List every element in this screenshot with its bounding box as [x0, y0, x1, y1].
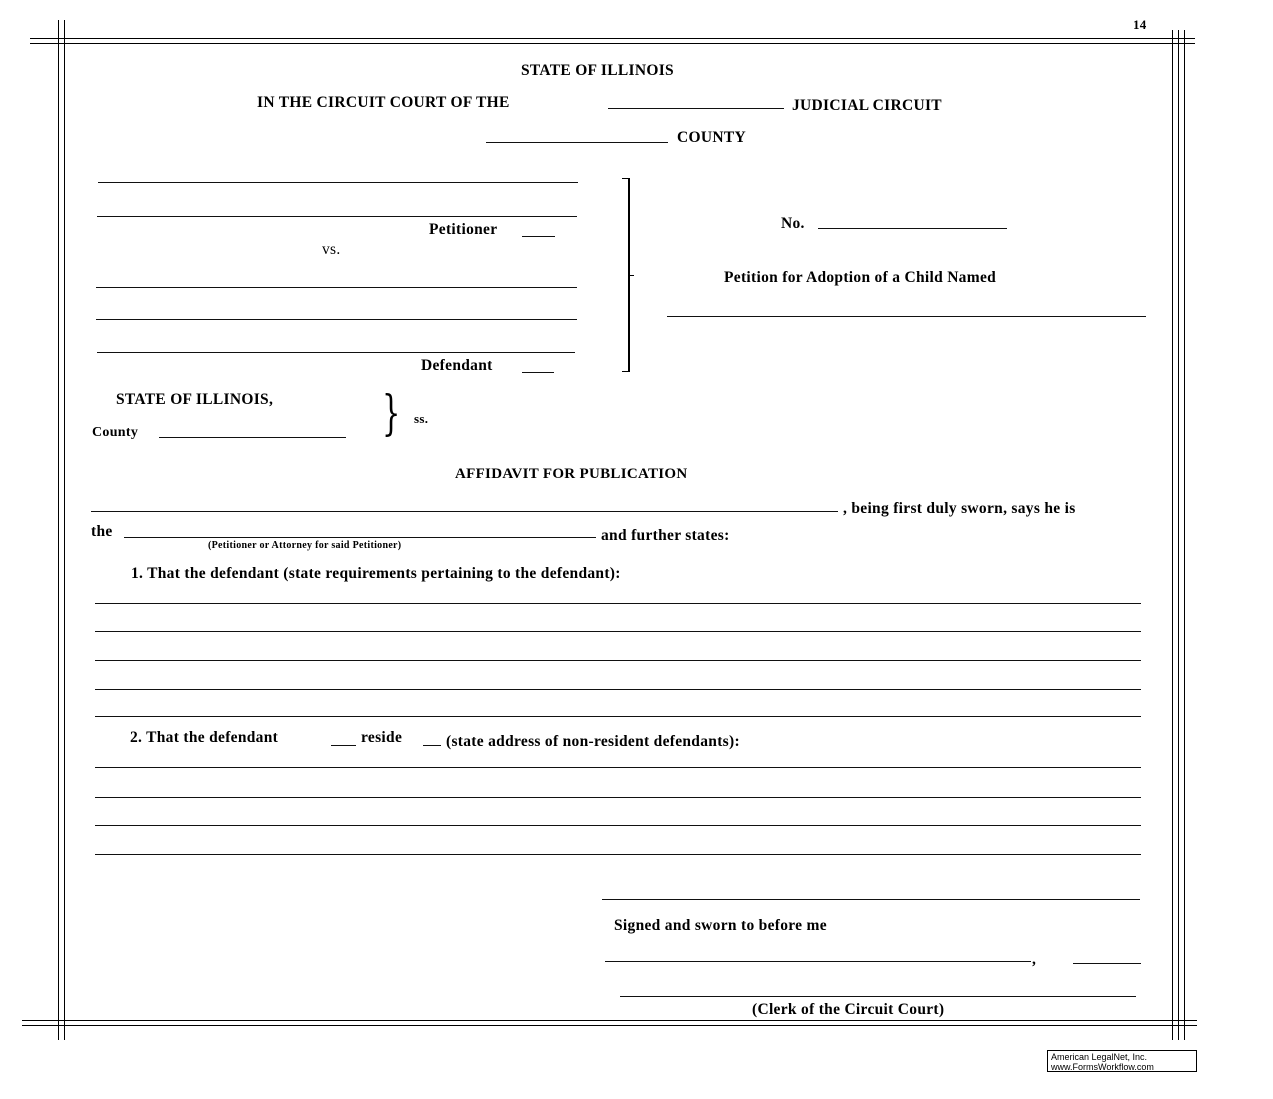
- item-2-line-1[interactable]: [95, 767, 1141, 768]
- logo-line-2: www.FormsWorkflow.com: [1051, 1062, 1154, 1072]
- date-comma: ,: [1032, 951, 1037, 968]
- caption-bracket-mid: [629, 275, 634, 276]
- publisher-logo: [1047, 1050, 1197, 1072]
- venue-county-field[interactable]: [159, 437, 346, 438]
- item-2-a: 2. That the defendant: [130, 729, 279, 746]
- logo-line-1: American LegalNet, Inc.: [1051, 1052, 1148, 1062]
- venue-brace: }: [382, 385, 401, 441]
- item-1-line-5[interactable]: [95, 716, 1141, 717]
- defendant-line-2[interactable]: [96, 319, 577, 320]
- defendant-line-3[interactable]: [97, 352, 575, 353]
- item-2-plural-field-1[interactable]: [331, 745, 356, 746]
- sworn-year-field[interactable]: [1073, 963, 1141, 964]
- item-2-b: reside: [361, 729, 403, 746]
- the-label: the: [91, 523, 113, 540]
- item-1-line-4[interactable]: [95, 689, 1141, 690]
- clerk-signature-field[interactable]: [620, 996, 1136, 997]
- vs-label: vs.: [322, 241, 341, 258]
- item-1-line-2[interactable]: [95, 631, 1141, 632]
- affiant-signature-field[interactable]: [602, 899, 1140, 900]
- item-2-line-2[interactable]: [95, 797, 1141, 798]
- item-1-line-3[interactable]: [95, 660, 1141, 661]
- page-number: 14: [1133, 17, 1147, 32]
- border-left: [58, 20, 59, 1040]
- petitioner-label: Petitioner: [429, 221, 498, 238]
- border-top: [30, 38, 1195, 39]
- header-state: STATE OF ILLINOIS: [521, 62, 674, 79]
- petitioner-line-2[interactable]: [97, 216, 577, 217]
- petitioner-line-1[interactable]: [98, 182, 578, 183]
- border-right: [1172, 30, 1173, 1040]
- sworn-before: Signed and sworn to before me: [614, 917, 827, 934]
- header-circuit: JUDICIAL CIRCUIT: [792, 97, 942, 114]
- item-2-line-4[interactable]: [95, 854, 1141, 855]
- item-2-plural-field-2[interactable]: [423, 745, 441, 746]
- document-title: AFFIDAVIT FOR PUBLICATION: [455, 466, 688, 482]
- defendant-suffix-field[interactable]: [522, 372, 554, 373]
- petition-title: Petition for Adoption of a Child Named: [724, 269, 997, 286]
- affiant-name-field[interactable]: [91, 511, 838, 512]
- item-2-line-3[interactable]: [95, 825, 1141, 826]
- sworn-date-field[interactable]: [605, 961, 1031, 962]
- role-hint: (Petitioner or Attorney for said Petitioner): [208, 540, 402, 551]
- further-states: and further states:: [601, 527, 730, 544]
- ss-label: ss.: [414, 411, 429, 426]
- defendant-label: Defendant: [421, 357, 493, 374]
- number-label: No.: [781, 215, 805, 232]
- item-1: 1. That the defendant (state requirements pertaining to the defendant):: [131, 565, 621, 582]
- county-field[interactable]: [486, 142, 668, 143]
- border-bottom: [22, 1020, 1197, 1021]
- defendant-line-1[interactable]: [96, 287, 577, 288]
- header-county: COUNTY: [677, 129, 746, 146]
- circuit-field[interactable]: [608, 108, 784, 109]
- petitioner-suffix-field[interactable]: [522, 236, 555, 237]
- sworn-text: , being first duly sworn, says he is: [843, 500, 1076, 517]
- venue-state: STATE OF ILLINOIS,: [116, 391, 274, 408]
- item-1-line-1[interactable]: [95, 603, 1141, 604]
- caption-bracket-bottom: [622, 371, 629, 372]
- venue-county-label: County: [92, 425, 139, 440]
- border-right-outer: [1184, 30, 1185, 1040]
- child-name-field[interactable]: [667, 316, 1146, 317]
- caption-bracket-top: [622, 178, 629, 179]
- clerk-label: (Clerk of the Circuit Court): [752, 1001, 945, 1018]
- border-bottom-inner: [22, 1025, 1197, 1026]
- border-right-inner: [1178, 30, 1179, 1040]
- affiant-role-field[interactable]: [124, 537, 596, 538]
- header-court: IN THE CIRCUIT COURT OF THE: [257, 94, 510, 111]
- border-left-inner: [64, 20, 65, 1040]
- case-number-field[interactable]: [818, 228, 1007, 229]
- border-top-inner: [30, 43, 1195, 44]
- item-2-c: (state address of non-resident defendants):: [446, 733, 740, 750]
